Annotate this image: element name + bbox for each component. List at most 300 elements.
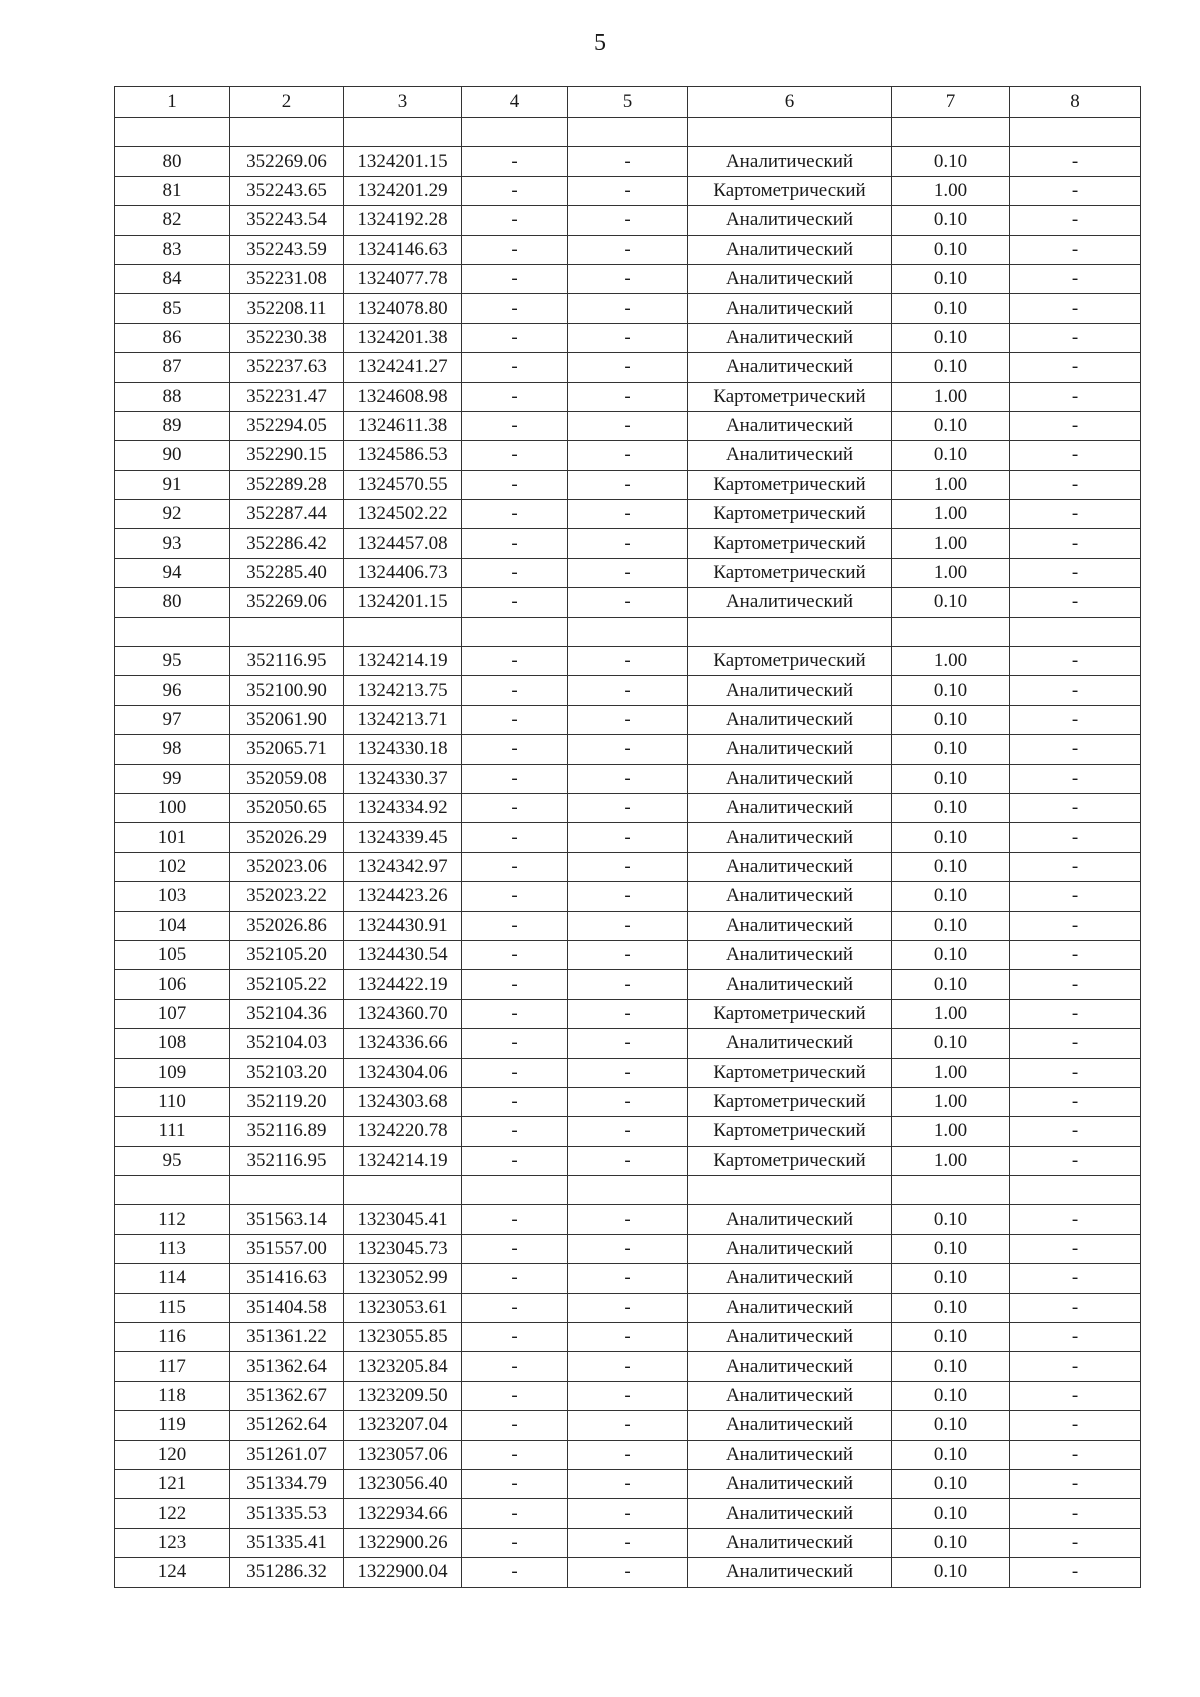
table-cell: - bbox=[462, 735, 568, 764]
table-row bbox=[115, 147, 1141, 176]
table-cell: - bbox=[1010, 1029, 1141, 1058]
table-cell: Аналитический bbox=[688, 147, 892, 176]
table-cell: 0.10 bbox=[892, 735, 1010, 764]
table-cell: 0.10 bbox=[892, 823, 1010, 852]
header-cell: 3 bbox=[344, 87, 462, 118]
table-cell: - bbox=[462, 1411, 568, 1440]
table-cell: Аналитический bbox=[688, 588, 892, 617]
table-cell: 0.10 bbox=[892, 1499, 1010, 1528]
table-cell: - bbox=[568, 1058, 688, 1087]
table-cell: Картометрический bbox=[688, 1117, 892, 1146]
table-cell: 95 bbox=[115, 647, 230, 676]
table-cell: 95 bbox=[115, 1146, 230, 1175]
table-cell: 352237.63 bbox=[230, 353, 344, 382]
table-cell: 0.10 bbox=[892, 323, 1010, 352]
table-cell: 351262.64 bbox=[230, 1411, 344, 1440]
table-cell: Картометрический bbox=[688, 1058, 892, 1087]
table-cell: 0.10 bbox=[892, 1029, 1010, 1058]
table-cell: 1.00 bbox=[892, 1117, 1010, 1146]
table-cell: 0.10 bbox=[892, 353, 1010, 382]
table-cell: - bbox=[462, 588, 568, 617]
table-row bbox=[115, 970, 1141, 999]
table-cell: - bbox=[462, 1146, 568, 1175]
table-row bbox=[115, 1234, 1141, 1263]
table-cell: 1324201.15 bbox=[344, 588, 462, 617]
table-cell: 1.00 bbox=[892, 529, 1010, 558]
table-cell: 1324608.98 bbox=[344, 382, 462, 411]
table-cell: Картометрический bbox=[688, 1146, 892, 1175]
section-separator-row bbox=[115, 617, 1141, 646]
table-cell: 84 bbox=[115, 264, 230, 293]
table-cell: 1324077.78 bbox=[344, 264, 462, 293]
table-cell: 0.10 bbox=[892, 970, 1010, 999]
table-cell: - bbox=[1010, 705, 1141, 734]
table-cell: - bbox=[1010, 735, 1141, 764]
table-cell: 0.10 bbox=[892, 1205, 1010, 1234]
table-cell: 82 bbox=[115, 206, 230, 235]
table-cell: 352243.54 bbox=[230, 206, 344, 235]
table-cell: - bbox=[1010, 323, 1141, 352]
table-cell: - bbox=[568, 1499, 688, 1528]
table-cell: - bbox=[568, 147, 688, 176]
table-cell: 352294.05 bbox=[230, 411, 344, 440]
table-cell: 122 bbox=[115, 1499, 230, 1528]
table-cell: 352059.08 bbox=[230, 764, 344, 793]
empty-cell bbox=[568, 118, 688, 147]
table-cell: 352243.59 bbox=[230, 235, 344, 264]
table-cell: 1324611.38 bbox=[344, 411, 462, 440]
table-cell: - bbox=[568, 1146, 688, 1175]
empty-cell bbox=[230, 118, 344, 147]
table-cell: 352269.06 bbox=[230, 588, 344, 617]
table-cell: 0.10 bbox=[892, 1264, 1010, 1293]
table-cell: 1324342.97 bbox=[344, 852, 462, 881]
table-cell: Картометрический bbox=[688, 529, 892, 558]
table-cell: - bbox=[568, 1352, 688, 1381]
table-cell: - bbox=[462, 1029, 568, 1058]
table-cell: Аналитический bbox=[688, 852, 892, 881]
table-cell: - bbox=[1010, 647, 1141, 676]
table-cell: 1323052.99 bbox=[344, 1264, 462, 1293]
table-cell: - bbox=[462, 470, 568, 499]
table-cell: Аналитический bbox=[688, 441, 892, 470]
table-cell: 99 bbox=[115, 764, 230, 793]
table-cell: - bbox=[1010, 793, 1141, 822]
table-row bbox=[115, 1528, 1141, 1557]
table-cell: Картометрический bbox=[688, 500, 892, 529]
table-cell: - bbox=[568, 793, 688, 822]
table-cell: 1.00 bbox=[892, 1087, 1010, 1116]
table-cell: 1324457.08 bbox=[344, 529, 462, 558]
table-cell: 352231.47 bbox=[230, 382, 344, 411]
table-row bbox=[115, 353, 1141, 382]
table-row bbox=[115, 1352, 1141, 1381]
table-cell: - bbox=[568, 1411, 688, 1440]
table-cell: - bbox=[568, 1440, 688, 1469]
table-cell: - bbox=[1010, 1087, 1141, 1116]
table-cell: 1322900.04 bbox=[344, 1558, 462, 1587]
table-row bbox=[115, 852, 1141, 881]
table-cell: 100 bbox=[115, 793, 230, 822]
table-cell: 352285.40 bbox=[230, 558, 344, 587]
table-cell: Аналитический bbox=[688, 1352, 892, 1381]
table-cell: - bbox=[462, 1293, 568, 1322]
table-cell: 352116.89 bbox=[230, 1117, 344, 1146]
table-cell: 0.10 bbox=[892, 294, 1010, 323]
table-cell: - bbox=[568, 1469, 688, 1498]
table-cell: 1323207.04 bbox=[344, 1411, 462, 1440]
table-cell: Аналитический bbox=[688, 1381, 892, 1410]
table-cell: - bbox=[462, 1440, 568, 1469]
table-cell: - bbox=[462, 676, 568, 705]
table-cell: - bbox=[1010, 1117, 1141, 1146]
table-cell: 352104.36 bbox=[230, 999, 344, 1028]
header-cell: 1 bbox=[115, 87, 230, 118]
table-cell: - bbox=[462, 441, 568, 470]
table-cell: 1323205.84 bbox=[344, 1352, 462, 1381]
table-cell: - bbox=[1010, 1381, 1141, 1410]
table-cell: Аналитический bbox=[688, 235, 892, 264]
table-row bbox=[115, 323, 1141, 352]
table-cell: - bbox=[1010, 1528, 1141, 1557]
table-cell: Картометрический bbox=[688, 382, 892, 411]
empty-cell bbox=[568, 1176, 688, 1205]
table-cell: 1324213.71 bbox=[344, 705, 462, 734]
table-cell: - bbox=[568, 852, 688, 881]
empty-cell bbox=[892, 1176, 1010, 1205]
table-cell: - bbox=[568, 235, 688, 264]
table-cell: 1323045.41 bbox=[344, 1205, 462, 1234]
empty-cell bbox=[688, 118, 892, 147]
table-row bbox=[115, 764, 1141, 793]
table-cell: 0.10 bbox=[892, 588, 1010, 617]
table-cell: - bbox=[462, 176, 568, 205]
table-row bbox=[115, 588, 1141, 617]
table-cell: 0.10 bbox=[892, 1234, 1010, 1263]
table-cell: - bbox=[1010, 206, 1141, 235]
table-cell: Аналитический bbox=[688, 1293, 892, 1322]
table-row bbox=[115, 1058, 1141, 1087]
table-row bbox=[115, 1411, 1141, 1440]
table-cell: 121 bbox=[115, 1469, 230, 1498]
table-cell: 1323056.40 bbox=[344, 1469, 462, 1498]
table-cell: 0.10 bbox=[892, 705, 1010, 734]
table-row bbox=[115, 705, 1141, 734]
table-row bbox=[115, 1146, 1141, 1175]
table-cell: 351416.63 bbox=[230, 1264, 344, 1293]
table-cell: Картометрический bbox=[688, 176, 892, 205]
table-cell: 1323057.06 bbox=[344, 1440, 462, 1469]
table-cell: - bbox=[462, 1087, 568, 1116]
table-row bbox=[115, 264, 1141, 293]
table-cell: 1324422.19 bbox=[344, 970, 462, 999]
table-cell: - bbox=[1010, 147, 1141, 176]
table-cell: 352119.20 bbox=[230, 1087, 344, 1116]
table-cell: 0.10 bbox=[892, 793, 1010, 822]
table-cell: - bbox=[462, 206, 568, 235]
table-row bbox=[115, 1293, 1141, 1322]
table-cell: Аналитический bbox=[688, 264, 892, 293]
table-row bbox=[115, 1323, 1141, 1352]
header-cell: 2 bbox=[230, 87, 344, 118]
table-cell: 352065.71 bbox=[230, 735, 344, 764]
table-cell: 0.10 bbox=[892, 1528, 1010, 1557]
table-cell: Аналитический bbox=[688, 1205, 892, 1234]
table-cell: - bbox=[462, 793, 568, 822]
table-cell: 352105.20 bbox=[230, 940, 344, 969]
table-cell: 0.10 bbox=[892, 147, 1010, 176]
table-cell: - bbox=[568, 1323, 688, 1352]
empty-cell bbox=[568, 617, 688, 646]
table-cell: 352116.95 bbox=[230, 647, 344, 676]
table-cell: 352287.44 bbox=[230, 500, 344, 529]
table-row bbox=[115, 500, 1141, 529]
table-cell: - bbox=[462, 1205, 568, 1234]
table-cell: 117 bbox=[115, 1352, 230, 1381]
table-cell: 0.10 bbox=[892, 940, 1010, 969]
table-cell: - bbox=[462, 1469, 568, 1498]
table-cell: - bbox=[462, 1381, 568, 1410]
table-cell: - bbox=[1010, 1146, 1141, 1175]
table-cell: - bbox=[568, 1264, 688, 1293]
table-cell: - bbox=[462, 323, 568, 352]
empty-cell bbox=[115, 617, 230, 646]
table-cell: 0.10 bbox=[892, 264, 1010, 293]
table-cell: - bbox=[462, 1558, 568, 1587]
table-cell: 0.10 bbox=[892, 1293, 1010, 1322]
table-cell: 352289.28 bbox=[230, 470, 344, 499]
table-cell: 1324336.66 bbox=[344, 1029, 462, 1058]
table-cell: 352230.38 bbox=[230, 323, 344, 352]
table-cell: - bbox=[1010, 676, 1141, 705]
table-cell: 109 bbox=[115, 1058, 230, 1087]
table-cell: - bbox=[1010, 529, 1141, 558]
table-cell: - bbox=[568, 676, 688, 705]
table-cell: 1.00 bbox=[892, 500, 1010, 529]
table-cell: - bbox=[1010, 441, 1141, 470]
table-cell: 351361.22 bbox=[230, 1323, 344, 1352]
table-cell: Аналитический bbox=[688, 764, 892, 793]
table-cell: - bbox=[462, 1499, 568, 1528]
table-cell: 351362.67 bbox=[230, 1381, 344, 1410]
table-cell: - bbox=[568, 999, 688, 1028]
table-cell: 1324334.92 bbox=[344, 793, 462, 822]
table-cell: - bbox=[1010, 764, 1141, 793]
table-cell: Аналитический bbox=[688, 1558, 892, 1587]
table-cell: - bbox=[568, 500, 688, 529]
table-cell: 1324214.19 bbox=[344, 647, 462, 676]
table-cell: 1324330.18 bbox=[344, 735, 462, 764]
table-cell: 1324339.45 bbox=[344, 823, 462, 852]
table-cell: - bbox=[568, 353, 688, 382]
empty-cell bbox=[462, 617, 568, 646]
header-row bbox=[115, 87, 1141, 118]
table-cell: - bbox=[462, 1264, 568, 1293]
table-cell: - bbox=[1010, 1411, 1141, 1440]
table-cell: 85 bbox=[115, 294, 230, 323]
table-cell: 1.00 bbox=[892, 647, 1010, 676]
table-cell: 352208.11 bbox=[230, 294, 344, 323]
table-cell: 0.10 bbox=[892, 1323, 1010, 1352]
table-cell: - bbox=[1010, 1058, 1141, 1087]
table-cell: 352286.42 bbox=[230, 529, 344, 558]
table-cell: Аналитический bbox=[688, 1440, 892, 1469]
table-cell: 351286.32 bbox=[230, 1558, 344, 1587]
table-cell: 352026.86 bbox=[230, 911, 344, 940]
table-cell: - bbox=[1010, 1469, 1141, 1498]
table-cell: 116 bbox=[115, 1323, 230, 1352]
table-cell: 1324146.63 bbox=[344, 235, 462, 264]
table-cell: 87 bbox=[115, 353, 230, 382]
table-cell: - bbox=[1010, 882, 1141, 911]
table-cell: 352023.22 bbox=[230, 882, 344, 911]
table-cell: 352269.06 bbox=[230, 147, 344, 176]
table-cell: 352023.06 bbox=[230, 852, 344, 881]
table-cell: 98 bbox=[115, 735, 230, 764]
table-cell: Аналитический bbox=[688, 676, 892, 705]
table-cell: - bbox=[1010, 1323, 1141, 1352]
table-cell: - bbox=[1010, 940, 1141, 969]
table-cell: - bbox=[1010, 176, 1141, 205]
table-cell: 96 bbox=[115, 676, 230, 705]
table-cell: 1324303.68 bbox=[344, 1087, 462, 1116]
table-cell: - bbox=[568, 1087, 688, 1116]
table-cell: - bbox=[1010, 411, 1141, 440]
table-cell: - bbox=[1010, 500, 1141, 529]
table-cell: - bbox=[1010, 852, 1141, 881]
empty-cell bbox=[892, 617, 1010, 646]
table-cell: - bbox=[462, 705, 568, 734]
table-cell: - bbox=[1010, 1293, 1141, 1322]
empty-cell bbox=[1010, 118, 1141, 147]
table-cell: - bbox=[1010, 353, 1141, 382]
table-cell: 351557.00 bbox=[230, 1234, 344, 1263]
table-cell: - bbox=[568, 705, 688, 734]
table-cell: - bbox=[568, 647, 688, 676]
table-cell: 124 bbox=[115, 1558, 230, 1587]
table-row bbox=[115, 1205, 1141, 1234]
table-row bbox=[115, 911, 1141, 940]
table-cell: Аналитический bbox=[688, 735, 892, 764]
table-cell: Аналитический bbox=[688, 1499, 892, 1528]
table-cell: 1324201.29 bbox=[344, 176, 462, 205]
table-cell: - bbox=[462, 911, 568, 940]
table-cell: 0.10 bbox=[892, 1469, 1010, 1498]
table-cell: 101 bbox=[115, 823, 230, 852]
table-cell: - bbox=[568, 823, 688, 852]
table-cell: 97 bbox=[115, 705, 230, 734]
table-cell: Картометрический bbox=[688, 558, 892, 587]
table-cell: - bbox=[462, 999, 568, 1028]
table-cell: Аналитический bbox=[688, 1528, 892, 1557]
table-cell: - bbox=[568, 970, 688, 999]
table-cell: Картометрический bbox=[688, 1087, 892, 1116]
table-cell: Аналитический bbox=[688, 823, 892, 852]
table-cell: 93 bbox=[115, 529, 230, 558]
table-cell: 352103.20 bbox=[230, 1058, 344, 1087]
table-cell: Аналитический bbox=[688, 882, 892, 911]
table-row bbox=[115, 999, 1141, 1028]
table-row bbox=[115, 382, 1141, 411]
table-cell: - bbox=[462, 353, 568, 382]
table-cell: 352105.22 bbox=[230, 970, 344, 999]
table-row bbox=[115, 676, 1141, 705]
table-cell: - bbox=[568, 1293, 688, 1322]
table-cell: 352231.08 bbox=[230, 264, 344, 293]
empty-cell bbox=[462, 1176, 568, 1205]
table-cell: - bbox=[462, 235, 568, 264]
table-cell: - bbox=[1010, 382, 1141, 411]
table-cell: - bbox=[1010, 1264, 1141, 1293]
table-cell: 92 bbox=[115, 500, 230, 529]
table-row bbox=[115, 1558, 1141, 1587]
table-cell: - bbox=[568, 1234, 688, 1263]
table-cell: 0.10 bbox=[892, 235, 1010, 264]
table-cell: Картометрический bbox=[688, 470, 892, 499]
table-cell: 104 bbox=[115, 911, 230, 940]
table-cell: - bbox=[462, 294, 568, 323]
table-cell: 1324406.73 bbox=[344, 558, 462, 587]
table-cell: 0.10 bbox=[892, 1352, 1010, 1381]
table-cell: - bbox=[568, 206, 688, 235]
table-cell: - bbox=[462, 500, 568, 529]
table-cell: - bbox=[1010, 1499, 1141, 1528]
table-cell: 114 bbox=[115, 1264, 230, 1293]
table-cell: Аналитический bbox=[688, 940, 892, 969]
table-cell: - bbox=[462, 882, 568, 911]
table-cell: - bbox=[462, 1323, 568, 1352]
empty-cell bbox=[892, 118, 1010, 147]
table-cell: - bbox=[462, 940, 568, 969]
page-number: 5 bbox=[594, 30, 606, 56]
table-cell: - bbox=[1010, 1205, 1141, 1234]
empty-cell bbox=[115, 118, 230, 147]
table-cell: - bbox=[1010, 1234, 1141, 1263]
table-cell: Аналитический bbox=[688, 970, 892, 999]
table-cell: 1324586.53 bbox=[344, 441, 462, 470]
table-cell: 1324304.06 bbox=[344, 1058, 462, 1087]
table-cell: 1324502.22 bbox=[344, 500, 462, 529]
table-cell: - bbox=[568, 1205, 688, 1234]
table-row bbox=[115, 441, 1141, 470]
table-cell: 352026.29 bbox=[230, 823, 344, 852]
table-cell: - bbox=[568, 764, 688, 793]
table-cell: 119 bbox=[115, 1411, 230, 1440]
table-cell: 1324192.28 bbox=[344, 206, 462, 235]
table-cell: - bbox=[1010, 1558, 1141, 1587]
table-cell: 351362.64 bbox=[230, 1352, 344, 1381]
table-cell: - bbox=[568, 1029, 688, 1058]
table-cell: - bbox=[462, 647, 568, 676]
table-cell: 1324201.15 bbox=[344, 147, 462, 176]
table-cell: 0.10 bbox=[892, 1558, 1010, 1587]
header-cell: 6 bbox=[688, 87, 892, 118]
table-body bbox=[115, 118, 1141, 1588]
empty-cell bbox=[344, 118, 462, 147]
table-cell: 352061.90 bbox=[230, 705, 344, 734]
table-cell: 351335.41 bbox=[230, 1528, 344, 1557]
table-cell: 1323045.73 bbox=[344, 1234, 462, 1263]
table-cell: 120 bbox=[115, 1440, 230, 1469]
table-cell: 105 bbox=[115, 940, 230, 969]
table-cell: 0.10 bbox=[892, 411, 1010, 440]
table-cell: 1324330.37 bbox=[344, 764, 462, 793]
table-cell: - bbox=[462, 558, 568, 587]
empty-cell bbox=[115, 1176, 230, 1205]
table-row bbox=[115, 823, 1141, 852]
table-row bbox=[115, 1117, 1141, 1146]
table-cell: Картометрический bbox=[688, 999, 892, 1028]
